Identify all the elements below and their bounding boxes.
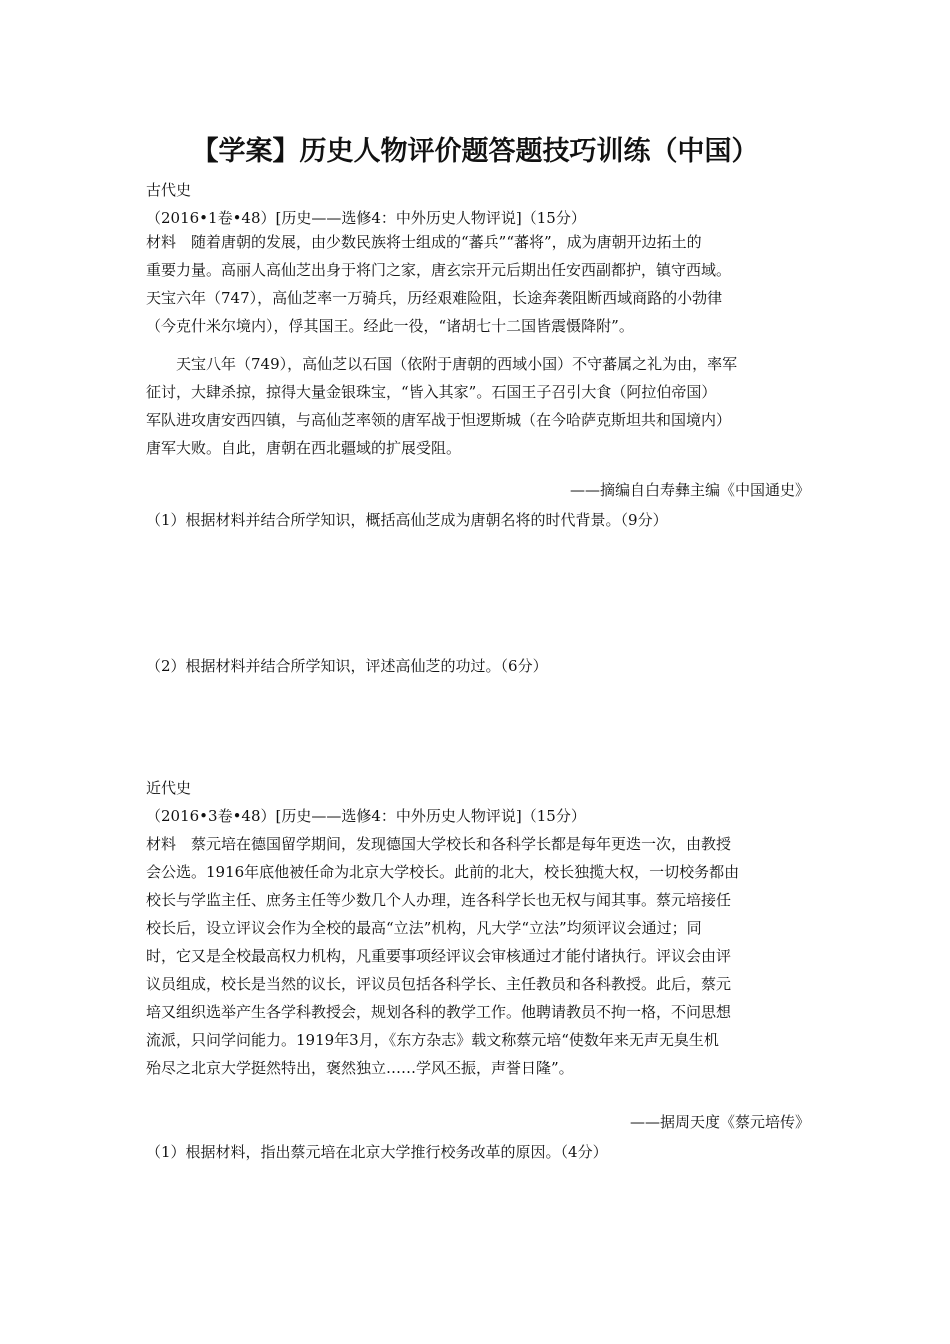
ancient-material-line: 军队进攻唐安西四镇，与高仙芝率领的唐军战于怛逻斯城（在今哈萨克斯坦共和国境内） <box>146 411 732 429</box>
modern-material-line: 时，它又是全校最高权力机构，凡重要事项经评议会审核通过才能付诸执行。评议会由评 <box>146 947 732 965</box>
modern-material-line: 会公选。1916年底他被任命为北京大学校长。此前的北大，校长独揽大权，一切校务都由 <box>146 863 740 881</box>
modern-material-line: 校长后，设立评议会作为全校的最高“立法”机构，凡大学“立法”均须评议会通过；同 <box>146 919 702 937</box>
ancient-material-line: 天宝八年（749），高仙芝以石国（依附于唐朝的西域小国）不守蕃属之礼为由，率军 <box>176 355 738 373</box>
ancient-question-1: （1）根据材料并结合所学知识，概括高仙芝成为唐朝名将的时代背景。（9分） <box>146 511 668 529</box>
ancient-section <box>146 176 810 232</box>
ancient-heading: 古代史 <box>146 181 192 199</box>
modern-material-line: 殆尽之北京大学挺然特出，褒然独立……学风丕振，声誉日隆”。 <box>146 1059 574 1077</box>
ancient-question-2: （2）根据材料并结合所学知识，评述高仙芝的功过。（6分） <box>146 657 548 675</box>
modern-material-line: 流派，只问学问能力。1919年3月，《东方杂志》载文称蔡元培“使数年来无声无臭生机 <box>146 1031 719 1049</box>
modern-source: （2016•3卷•48）[历史——选修4：中外历史人物评说]（15分） <box>146 807 586 825</box>
modern-material <box>146 830 810 1082</box>
modern-material-line: 议员组成，校长是当然的议长，评议员包括各科学长、主任教员和各科教授。此后，蔡元 <box>146 975 732 993</box>
modern-citation: ——据周天度《蔡元培传》 <box>629 1113 810 1131</box>
ancient-material <box>146 228 810 340</box>
modern-question-1: （1）根据材料，指出蔡元培在北京大学推行校务改革的原因。（4分） <box>146 1143 608 1161</box>
ancient-material-line: （今克什米尔境内），俘其国王。经此一役，“诸胡七十二国皆震慑降附”。 <box>146 317 634 335</box>
modern-section <box>146 774 810 830</box>
ancient-material-line: 重要力量。高丽人高仙芝出身于将门之家，唐玄宗开元后期出任安西副都护，镇守西域。 <box>146 261 732 279</box>
modern-heading: 近代史 <box>146 779 192 797</box>
ancient-material-line: 唐军大败。自此，唐朝在西北疆域的扩展受阻。 <box>146 439 462 457</box>
ancient-material-line: 征讨，大肆杀掠，掠得大量金银珠宝，“皆入其家”。石国王子召引大食（阿拉伯帝国） <box>146 383 717 401</box>
modern-material-line: 材料 蔡元培在德国留学期间，发现德国大学校长和各科学长都是每年更迭一次，由教授 <box>146 835 732 853</box>
modern-material-line: 校长与学监主任、庶务主任等少数几个人办理，连各科学长也无权与闻其事。蔡元培接任 <box>146 891 732 909</box>
document-title: 【学案】历史人物评价题答题技巧训练（中国） <box>191 136 759 167</box>
ancient-material-line: 天宝六年（747），高仙芝率一万骑兵，历经艰难险阻，长途奔袭阻断西域商路的小勃律 <box>146 289 723 307</box>
ancient-source: （2016•1卷•48）[历史——选修4：中外历史人物评说]（15分） <box>146 209 586 227</box>
modern-material-line: 培又组织选举产生各学科教授会，规划各科的教学工作。他聘请教员不拘一格，不问思想 <box>146 1003 732 1021</box>
ancient-material-paragraph-2 <box>146 350 810 462</box>
ancient-citation: ——摘编自白寿彝主编《中国通史》 <box>569 481 810 499</box>
ancient-material-line: 材料 随着唐朝的发展，由少数民族将士组成的“蕃兵”“蕃将”，成为唐朝开边拓土的 <box>146 233 702 251</box>
